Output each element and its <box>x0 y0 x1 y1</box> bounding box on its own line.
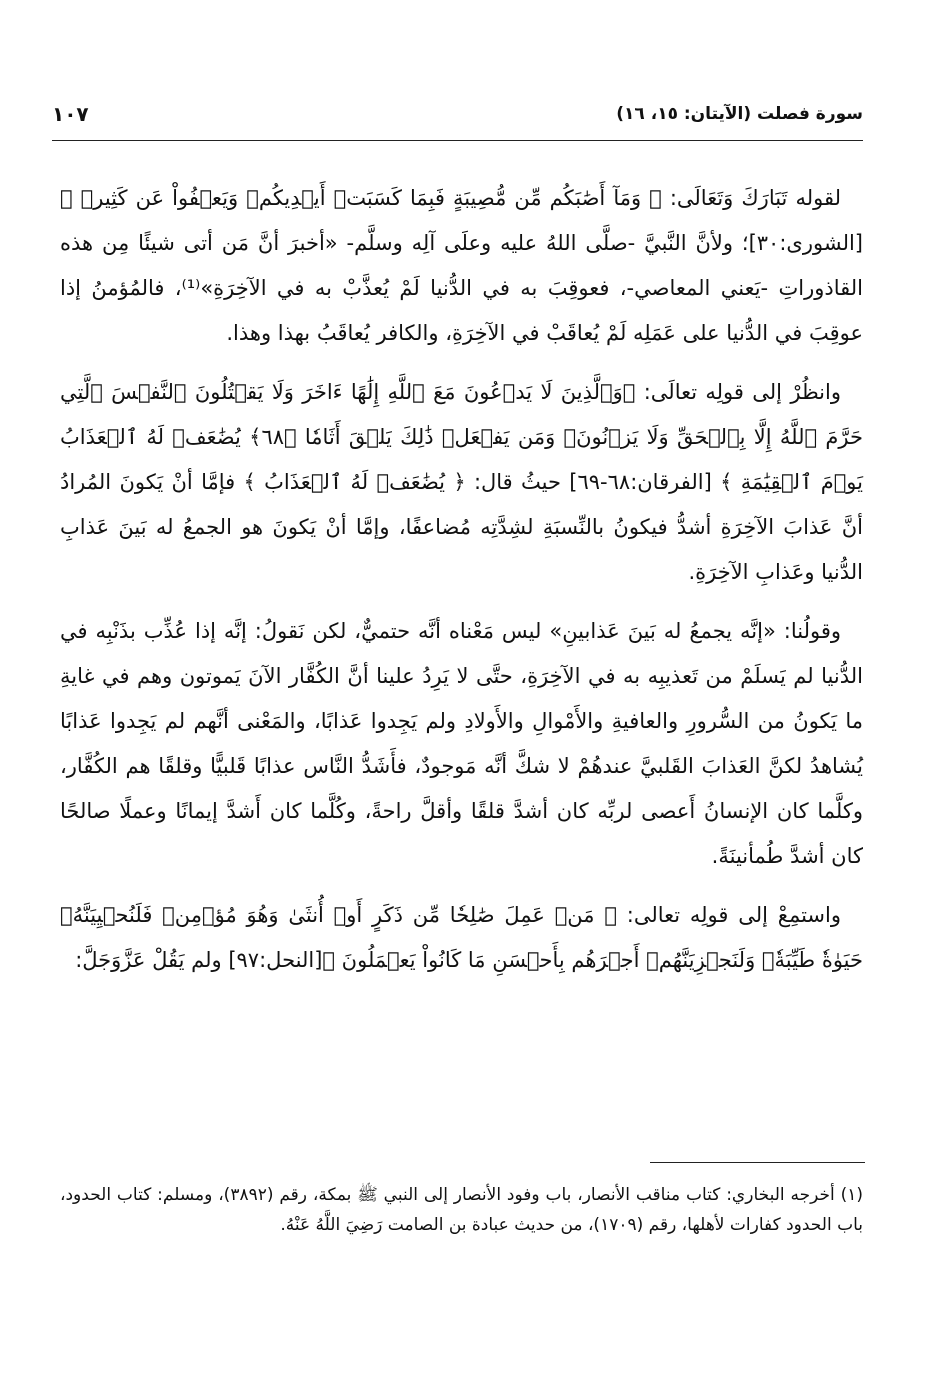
main-text <box>60 176 863 997</box>
paragraph: واستمِعْ إلى قولِه تعالى: ﴿ مَنۡ عَمِلَ صَٰلِحٗا مِّن ذَكَرٍ أَوۡ أُنثَىٰ وَهُوَ مُؤۡمِنٞ فَلَنُحۡيِيَنَّهُۥ حَيَوٰةٗ طَيِّبَةٗۖ وَلَنَجۡزِيَنَّهُمۡ أَجۡرَهُم بِأَحۡسَنِ مَا كَانُواْ يَعۡمَلُونَ ﴾[النحل:٩٧] ولم يَقُلْ عَزَّوَجَلَّ: <box>60 903 863 972</box>
running-header <box>52 98 863 138</box>
header-divider <box>52 140 863 141</box>
paragraph: وانظُرْ إلى قولِه تعالَى: ﴿وَٱلَّذِينَ لَا يَدۡعُونَ مَعَ ٱللَّهِ إِلَٰهًا ءَاخَرَ وَلَا يَقۡتُلُونَ ٱلنَّفۡسَ ٱلَّتِي حَرَّمَ ٱللَّهُ إِلَّا بِٱلۡحَقِّ وَلَا يَزۡنُونَۚ وَمَن يَفۡعَلۡ ذَٰلِكَ يَلۡقَ أَثَامٗا ﴿٦٨﴾ يُضَٰعَفۡ لَهُ ٱلۡعَذَابُ يَوۡمَ ٱلۡقِيَٰمَةِ ﴾ [الفرقان:٦٨-٦٩] حيثُ قال: ﴿ يُضَٰعَفۡ لَهُ ٱلۡعَذَابُ ﴾ فإمَّا أنْ يَكونَ المُرادُ أنَّ عَذابَ الآخِرَةِ أشدُّ فيكونُ بالنِّسبَةِ لشِدَّتِه مُضاعفًا، وإمَّا أنْ يَكونَ هو الجمعُ له بَينَ عَذابِ الدُّنيا وعَذابِ الآخِرَةِ. <box>60 380 863 584</box>
page-number: ١٠٧ <box>52 102 89 126</box>
footnote: (١) أخرجه البخاري: كتاب مناقب الأنصار، باب وفود الأنصار إلى النبي ﷺ بمكة، رقم (٣٨٩٢)، ومسلم: كتاب الحدود، باب الحدود كفارات لأهلها، رقم (١٧٠٩)، من حديث عبادة بن الصامت رَضِيَ اللَّهُ عَنْهُ. <box>60 1185 863 1235</box>
paragraph: لقوله تَبَارَكَ وَتَعَالَى: ﴿ وَمَآ أَصَٰبَكُم مِّن مُّصِيبَةٍ فَبِمَا كَسَبَتۡ أَيۡدِيكُمۡ وَيَعۡفُواْ عَن كَثِيرٖ ﴾ [الشورى:٣٠]؛ ولأنَّ النَّبيَّ -صلَّى اللهُ عليه وعلَى آلِه وسلَّم- «أخبرَ أنَّ مَن أتى شيئًا مِن هذه القاذوراتِ -يَعني المعاصي-، فعوقِبَ به في الدُّنيا لَمْ يُعذَّبْ به في الآخِرَةِ»⁽¹⁾، فالمُؤمنُ إذا عوقِبَ في الدُّنيا على عَمَلِه لَمْ يُعاقَبْ في الآخِرَةِ، والكافر يُعاقَبُ بهذا وهذا. <box>60 186 863 345</box>
paragraph: وقولُنا: «إنَّه يجمعُ له بَينَ عَذابينِ» ليس مَعْناه أنَّه حتميٌّ، لكن نَقولُ: إنَّه إذا عُذِّب بذَنْبِه في الدُّنيا لم يَسلَمْ من تَعذيبِه به في الآخِرَةِ، حتَّى لا يَرِدُ علينا أنَّ الكُفَّار الآنَ يَموتون وهم في غايةِ ما يَكونُ من السُّرورِ والعافيةِ والأَمْوالِ والأَولادِ ولم يَجِدوا عَذابًا، والمَعْنى أنَّهم لم يَجِدوا عَذابًا يُشاهدُ لكنَّ العَذابَ القَلبيَّ عندهُمْ لا شكَّ أنَّه مَوجودٌ، فأَشَدُّ النَّاس عذابًا قَلبيًّا وقلقًا هم الكُفَّار، وكلَّما كان الإنسانُ أَعصى لربِّه كان أشدَّ قلقًا وأقلَّ راحةً، وكُلَّما كان أَشدَّ إيمانًا وعملًا صالحًا كان أشدَّ طُمأنينَةً. <box>60 619 863 868</box>
footnote-divider <box>650 1162 865 1163</box>
surah-title: سورة فصلت (الآيتان: ١٥، ١٦) <box>616 104 863 124</box>
